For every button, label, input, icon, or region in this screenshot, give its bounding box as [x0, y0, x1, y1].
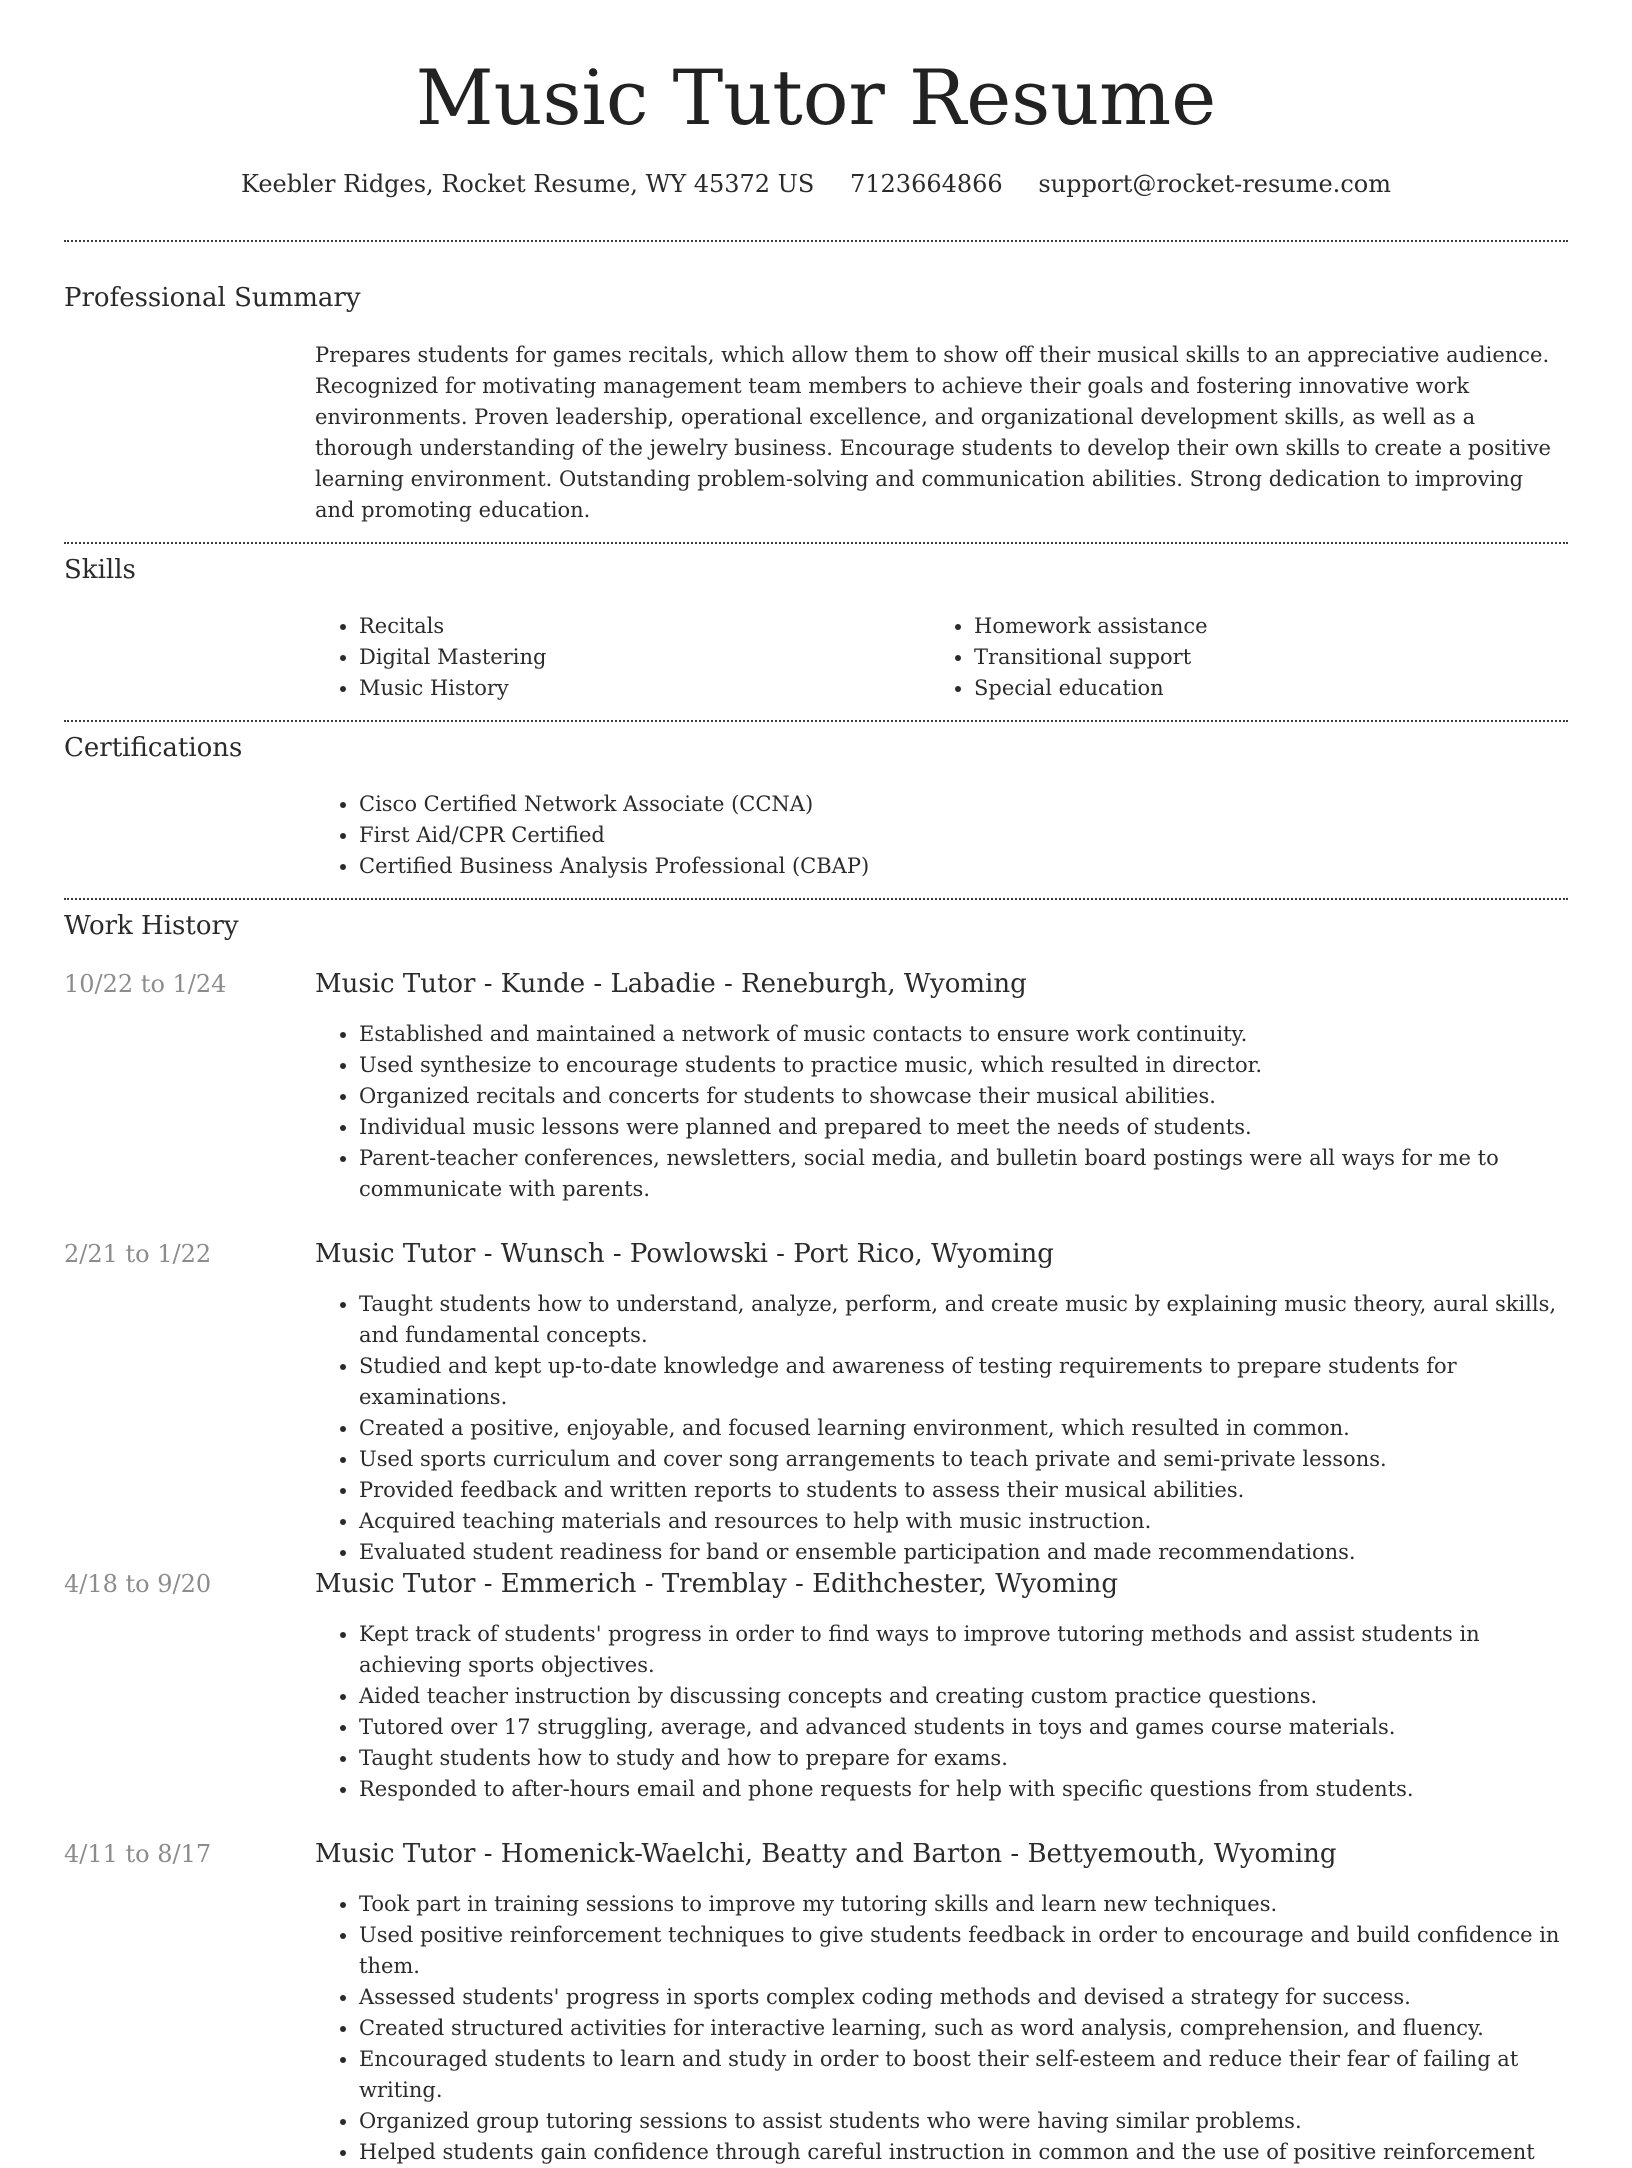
job-bullet: • Created structured activities for interactive learning, such as word analysis, comprehension, and fluency.: [359, 2013, 1565, 2044]
job-bullet: • Organized group tutoring sessions to assist students who were having similar problems.: [359, 2106, 1565, 2137]
divider: [64, 240, 1568, 242]
skill-item: • Music History: [359, 673, 915, 704]
skill-item: • Digital Mastering: [359, 642, 915, 673]
job-bullet: • Used synthesize to encourage students to practice music, which resulted in director.: [359, 1050, 1565, 1081]
job-bullet: • Used positive reinforcement techniques to give students feedback in order to encourage and build confidence in them.: [359, 1920, 1565, 1982]
section-heading-skills: Skills: [64, 555, 136, 585]
section-heading-certifications: Certifications: [64, 733, 243, 763]
section-heading-summary: Professional Summary: [64, 283, 361, 313]
certifications-list: [315, 789, 1565, 882]
contact-line: [0, 170, 1632, 198]
job-bullet: • Aided teacher instruction by discussing concepts and creating custom practice questions.: [359, 1681, 1565, 1712]
job-bullet: • Provided feedback and written reports to students to assess their musical abilities.: [359, 1475, 1565, 1506]
section-heading-work-history: Work History: [64, 911, 239, 941]
job-bullet: • Kept track of students' progress in order to find ways to improve tutoring methods and assist students in achieving sports objectives.: [359, 1619, 1565, 1681]
job-bullet: • Taught students how to understand, analyze, perform, and create music by explaining music theory, aural skills, and fundamental concepts.: [359, 1289, 1565, 1351]
skill-item: • Homework assistance: [974, 611, 1530, 642]
job-bullet: • Responded to after-hours email and phone requests for help with specific questions from students.: [359, 1774, 1565, 1805]
contact-address: Keebler Ridges, Rocket Resume, WY 45372 US: [241, 170, 815, 198]
skill-item: • Transitional support: [974, 642, 1530, 673]
certification-item: • Cisco Certified Network Associate (CCNA): [359, 789, 1565, 820]
job-bullet: • Took part in training sessions to improve my tutoring skills and learn new techniques.: [359, 1889, 1565, 1920]
job-bullet: • Assessed students' progress in sports complex coding methods and devised a strategy for success.: [359, 1982, 1565, 2013]
job-bullets: [315, 1889, 1565, 2168]
job-bullet: • Individual music lessons were planned and prepared to meet the needs of students.: [359, 1112, 1565, 1143]
job-bullets: [315, 1019, 1565, 1205]
skills-list-left: [315, 611, 915, 704]
job-bullets: [315, 1289, 1565, 1568]
job-title: Music Tutor - Kunde - Labadie - Reneburgh, Wyoming: [315, 969, 1027, 999]
divider: [64, 542, 1568, 544]
certification-item: • Certified Business Analysis Professional (CBAP): [359, 851, 1565, 882]
contact-email: support@rocket-resume.com: [1038, 170, 1391, 198]
certification-item: • First Aid/CPR Certified: [359, 820, 1565, 851]
job-title: Music Tutor - Homenick-Waelchi, Beatty and Barton - Bettyemouth, Wyoming: [315, 1839, 1337, 1869]
job-title: Music Tutor - Emmerich - Tremblay - Edithchester, Wyoming: [315, 1569, 1119, 1599]
skill-item: • Recitals: [359, 611, 915, 642]
job-bullet: • Created a positive, enjoyable, and focused learning environment, which resulted in common.: [359, 1413, 1565, 1444]
job-bullet: • Organized recitals and concerts for students to showcase their musical abilities.: [359, 1081, 1565, 1112]
contact-phone: 7123664866: [850, 170, 1003, 198]
skills-list-right: [930, 611, 1530, 704]
job-dates: 4/11 to 8/17: [64, 1840, 212, 1868]
job-bullet: • Used sports curriculum and cover song arrangements to teach private and semi-private lessons.: [359, 1444, 1565, 1475]
divider: [64, 898, 1568, 900]
job-bullet: • Helped students gain confidence through careful instruction in common and the use of positive reinforcement: [359, 2137, 1565, 2168]
job-dates: 10/22 to 1/24: [64, 970, 227, 998]
job-dates: 2/21 to 1/22: [64, 1240, 212, 1268]
job-bullet: • Parent-teacher conferences, newsletters, social media, and bulletin board postings were all ways for me to communicate with parents.: [359, 1143, 1565, 1205]
job-bullets: [315, 1619, 1565, 1805]
job-bullet: • Studied and kept up-to-date knowledge and awareness of testing requirements to prepare students for examinations.: [359, 1351, 1565, 1413]
job-bullet: • Acquired teaching materials and resources to help with music instruction.: [359, 1506, 1565, 1537]
job-bullet: • Established and maintained a network of music contacts to ensure work continuity.: [359, 1019, 1565, 1050]
job-title: Music Tutor - Wunsch - Powlowski - Port Rico, Wyoming: [315, 1239, 1054, 1269]
job-dates: 4/18 to 9/20: [64, 1570, 212, 1598]
resume-title: Music Tutor Resume: [415, 53, 1217, 142]
summary-text: Prepares students for games recitals, which allow them to show off their musical skills to an appreciative audience. Recognized for motivating management team members to achieve their goals and fostering innovative work environments. Proven leadership, operational excellence, and organizational development skills, as well as a thorough understanding of the jewelry business. Encourage students to develop their own skills to create a positive learning environment. Outstanding problem-solving and communication abilities. Strong dedication to improving and promoting education.: [315, 343, 1551, 522]
job-bullet: • Taught students how to study and how to prepare for exams.: [359, 1743, 1565, 1774]
job-bullet: • Encouraged students to learn and study in order to boost their self-esteem and reduce their fear of failing at writing.: [359, 2044, 1565, 2106]
job-bullet: • Evaluated student readiness for band or ensemble participation and made recommendations.: [359, 1537, 1565, 1568]
job-bullet: • Tutored over 17 struggling, average, and advanced students in toys and games course materials.: [359, 1712, 1565, 1743]
divider: [64, 720, 1568, 722]
skill-item: • Special education: [974, 673, 1530, 704]
